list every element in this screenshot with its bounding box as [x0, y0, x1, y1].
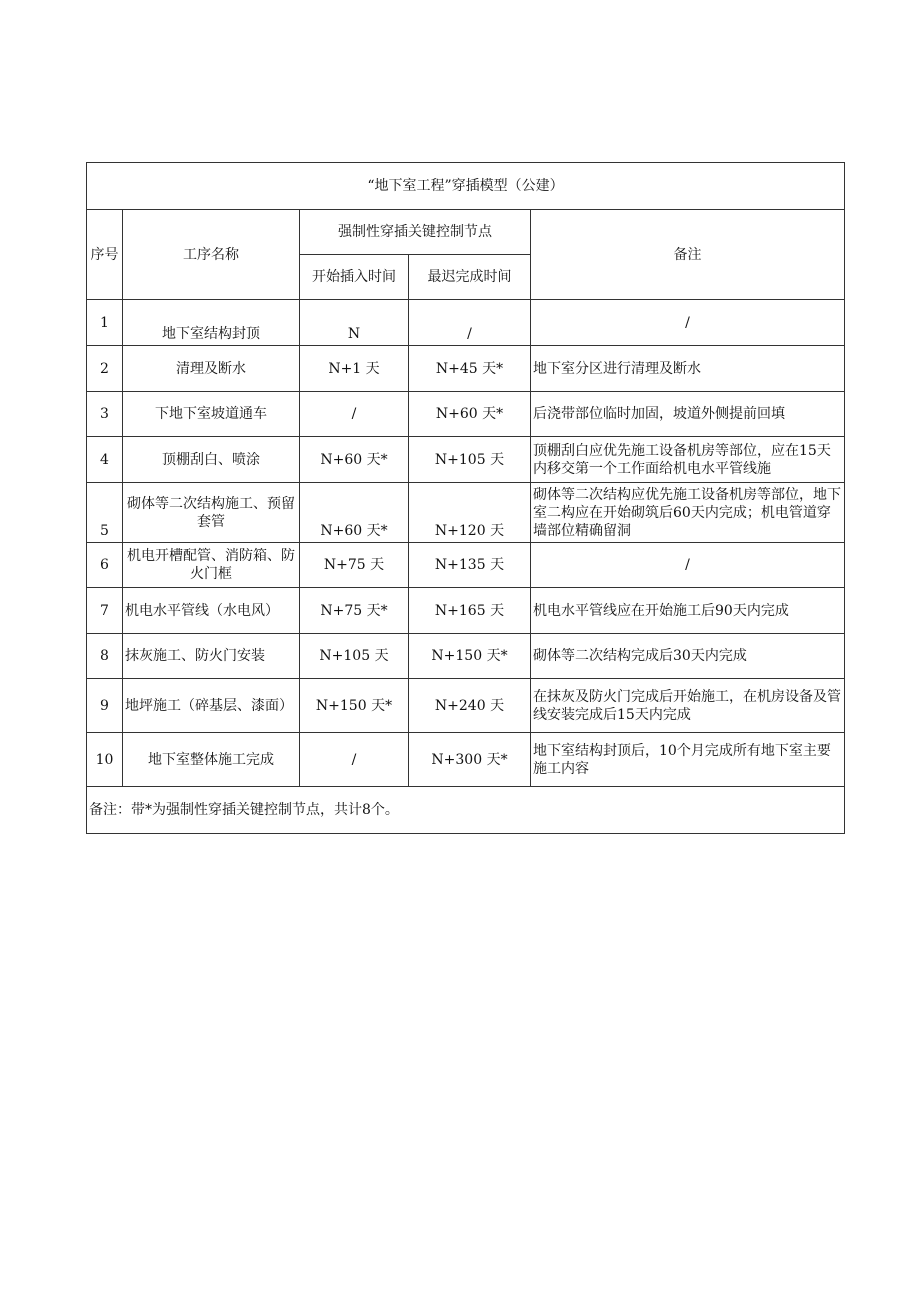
construction-schedule-table: [86, 162, 845, 834]
table-row: [87, 346, 845, 392]
table-row: [87, 588, 845, 634]
row-index: 5: [87, 483, 123, 543]
row-name: 地下室结构封顶: [123, 300, 300, 346]
row-name: 地坪施工（碎基层、漆面）: [123, 679, 300, 733]
row-remark: 砌体等二次结构完成后30天内完成: [531, 634, 845, 679]
row-index: 10: [87, 733, 123, 787]
header-index: 序号: [87, 210, 123, 300]
row-name: 下地下室坡道通车: [123, 392, 300, 437]
header-finish-time: 最迟完成时间: [409, 255, 531, 300]
header-control-nodes: 强制性穿插关键控制节点: [300, 210, 531, 255]
table-title: “地下室工程”穿插模型（公建）: [87, 163, 845, 210]
row-name: 顶棚刮白、喷涂: [123, 437, 300, 483]
row-name: 砌体等二次结构施工、预留套管: [123, 483, 300, 543]
row-start: /: [300, 733, 409, 787]
row-index: 1: [87, 300, 123, 346]
table-row: [87, 543, 845, 588]
row-start: /: [300, 392, 409, 437]
row-remark: /: [531, 543, 845, 588]
row-finish: N+120 天: [409, 483, 531, 543]
row-index: 9: [87, 679, 123, 733]
row-remark: 后浇带部位临时加固，坡道外侧提前回填: [531, 392, 845, 437]
row-finish: N+165 天: [409, 588, 531, 634]
row-index: 4: [87, 437, 123, 483]
row-remark: /: [531, 300, 845, 346]
row-remark: 顶棚刮白应优先施工设备机房等部位，应在15天内移交第一个工作面给机电水平管线施: [531, 437, 845, 483]
row-start: N+60 天*: [300, 437, 409, 483]
table-row: [87, 300, 845, 346]
row-finish: N+135 天: [409, 543, 531, 588]
row-finish: N+300 天*: [409, 733, 531, 787]
row-start: N+75 天: [300, 543, 409, 588]
row-index: 7: [87, 588, 123, 634]
row-finish: N+150 天*: [409, 634, 531, 679]
table-row: [87, 733, 845, 787]
header-remark: 备注: [531, 210, 845, 300]
row-start: N+105 天: [300, 634, 409, 679]
table-row: [87, 679, 845, 733]
row-start: N+1 天: [300, 346, 409, 392]
row-remark: 地下室结构封顶后，10个月完成所有地下室主要施工内容: [531, 733, 845, 787]
row-start: N+150 天*: [300, 679, 409, 733]
row-name: 抹灰施工、防火门安装: [123, 634, 300, 679]
row-index: 8: [87, 634, 123, 679]
table-row: [87, 483, 845, 543]
row-finish: N+105 天: [409, 437, 531, 483]
row-name: 地下室整体施工完成: [123, 733, 300, 787]
row-start: N: [300, 300, 409, 346]
row-name: 机电开槽配管、消防箱、防火门框: [123, 543, 300, 588]
row-remark: 地下室分区进行清理及断水: [531, 346, 845, 392]
row-index: 6: [87, 543, 123, 588]
row-start: N+60 天*: [300, 483, 409, 543]
header-name: 工序名称: [123, 210, 300, 300]
table-row: [87, 634, 845, 679]
row-index: 3: [87, 392, 123, 437]
row-finish: N+60 天*: [409, 392, 531, 437]
row-start: N+75 天*: [300, 588, 409, 634]
row-finish: N+45 天*: [409, 346, 531, 392]
row-remark: 在抹灰及防火门完成后开始施工，在机房设备及管线安装完成后15天内完成: [531, 679, 845, 733]
row-name: 机电水平管线（水电风）: [123, 588, 300, 634]
row-finish: /: [409, 300, 531, 346]
table-row: [87, 392, 845, 437]
row-remark: 机电水平管线应在开始施工后90天内完成: [531, 588, 845, 634]
row-name: 清理及断水: [123, 346, 300, 392]
row-index: 2: [87, 346, 123, 392]
table-footnote: 备注：带*为强制性穿插关键控制节点，共计8个。: [87, 787, 845, 834]
table-row: [87, 437, 845, 483]
header-start-time: 开始插入时间: [300, 255, 409, 300]
row-remark: 砌体等二次结构应优先施工设备机房等部位，地下室二构应在开始砌筑后60天内完成；机电管道穿墙部位精确留洞: [531, 483, 845, 543]
row-finish: N+240 天: [409, 679, 531, 733]
